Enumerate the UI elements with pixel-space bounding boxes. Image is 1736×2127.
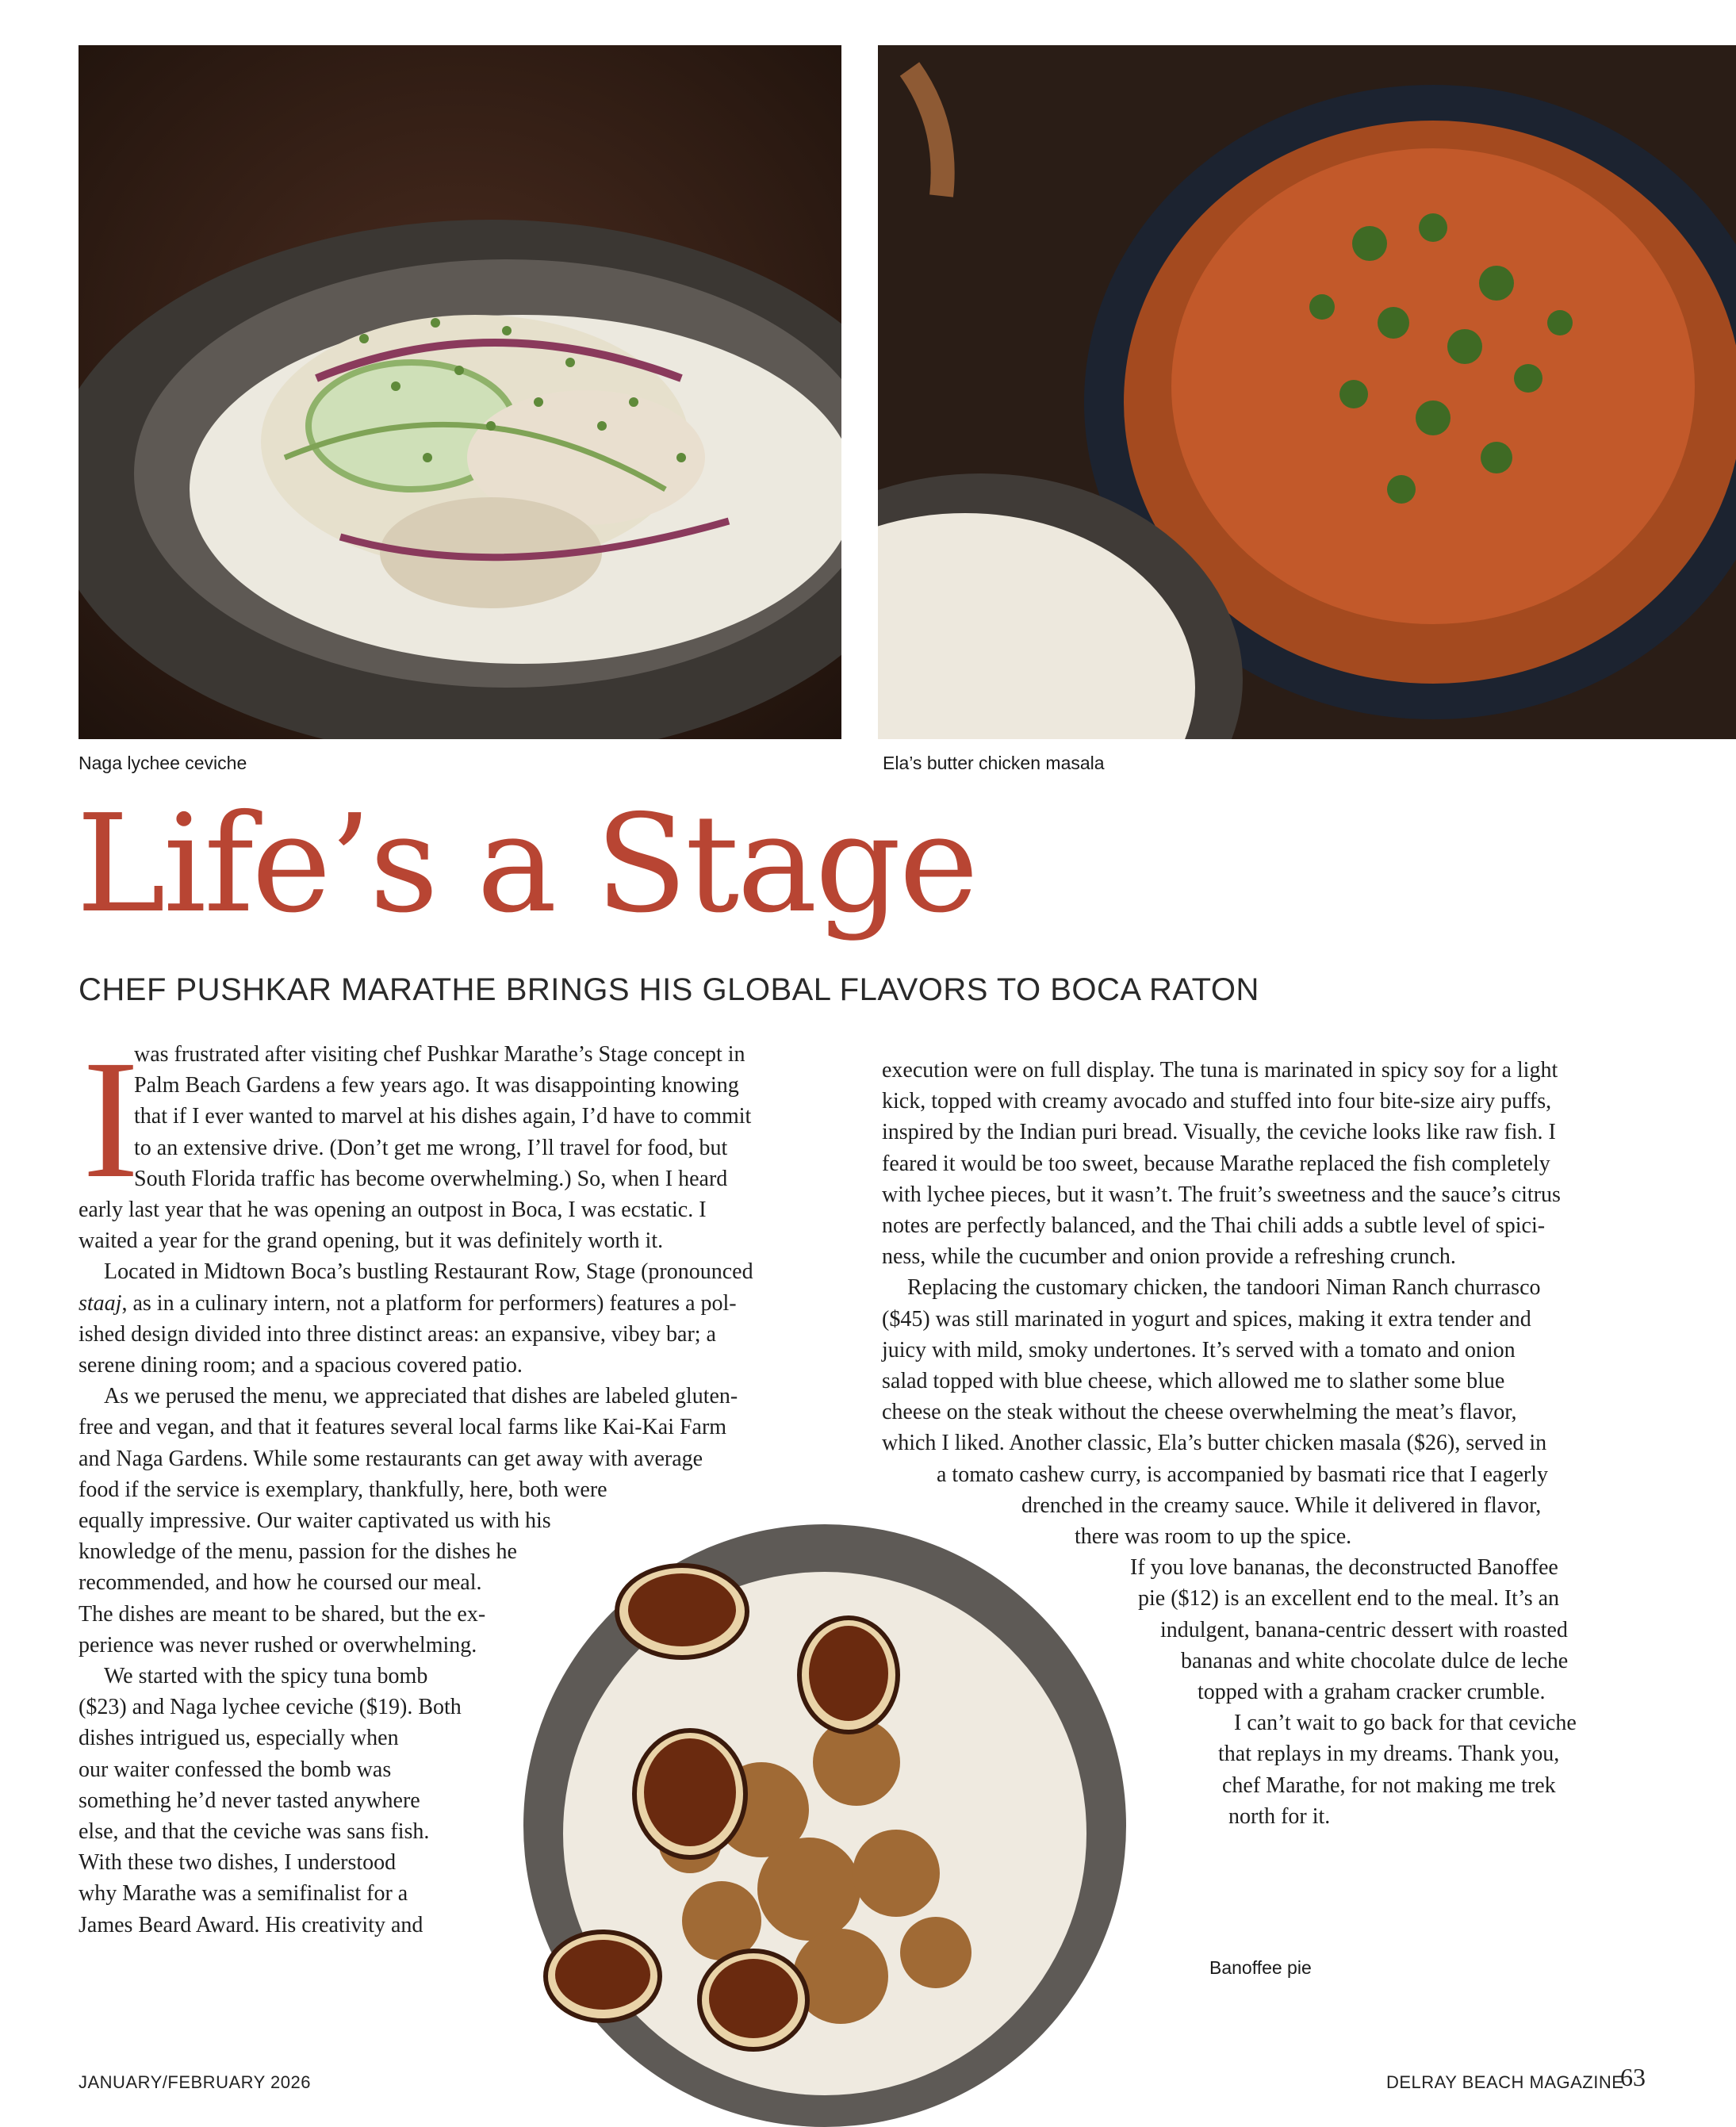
butter-chicken-image: [878, 45, 1736, 739]
body-line: ished design divided into three distinct areas: an expansive, vibey bar; a: [79, 1321, 716, 1347]
body-line: With these two dishes, I understood: [79, 1850, 397, 1876]
body-line: perience was never rushed or overwhelming.: [79, 1632, 477, 1658]
body-line: cheese on the steak without the cheese overwhelming the meat’s flavor,: [882, 1400, 1517, 1425]
body-line: else, and that the ceviche was sans fish.: [79, 1819, 430, 1845]
body-line: ($45) was still marinated in yogurt and spices, making it extra tender and: [882, 1306, 1531, 1332]
body-line: knowledge of the menu, passion for the dishes he: [79, 1539, 517, 1565]
body-line: that replays in my dreams. Thank you,: [1218, 1742, 1560, 1767]
body-column-left: [79, 1039, 840, 1941]
body-line: north for it.: [1228, 1803, 1331, 1829]
body-line: inspired by the Indian puri bread. Visually, the ceviche looks like raw fish. I: [882, 1120, 1556, 1145]
page-number: 63: [1620, 2063, 1646, 2091]
body-line: to an extensive drive. (Don’t get me wrong, I’ll travel for food, but: [134, 1135, 728, 1160]
body-line: chef Marathe, for not making me trek: [1222, 1772, 1556, 1798]
body-line: bananas and white chocolate dulce de leche: [1181, 1648, 1569, 1673]
body-line: As we perused the menu, we appreciated that dishes are labeled gluten-: [104, 1384, 738, 1409]
body-line: staaj, as in a culinary intern, not a platform for performers) features a pol-: [79, 1290, 737, 1316]
body-line: Replacing the customary chicken, the tandoori Niman Ranch churrasco: [907, 1275, 1541, 1301]
body-line: food if the service is exemplary, thankfully, here, both were: [79, 1477, 607, 1502]
butter-chicken-caption: Ela’s butter chicken masala: [883, 753, 1105, 773]
body-line: ness, while the cucumber and onion provide a refreshing crunch.: [882, 1244, 1456, 1270]
body-line: recommended, and how he coursed our meal.: [79, 1570, 482, 1596]
body-line: drenched in the creamy sauce. While it delivered in flavor,: [1021, 1493, 1542, 1518]
ceviche-caption: Naga lychee ceviche: [79, 753, 247, 773]
body-line: waited a year for the grand opening, but it was definitely worth it.: [79, 1228, 664, 1254]
body-line: equally impressive. Our waiter captivated us with his: [79, 1508, 551, 1534]
body-line: I can’t wait to go back for that ceviche: [1234, 1711, 1577, 1736]
body-line: Palm Beach Gardens a few years ago. It was disappointing knowing: [134, 1073, 739, 1098]
ceviche-image: [79, 45, 841, 739]
body-line: South Florida traffic has become overwhelming.) So, when I heard: [134, 1166, 728, 1191]
body-line: serene dining room; and a spacious covered patio.: [79, 1353, 523, 1378]
body-line: our waiter confessed the bomb was: [79, 1757, 392, 1782]
body-line: there was room to up the spice.: [1075, 1524, 1352, 1550]
body-line: that if I ever wanted to marvel at his dishes again, I’d have to commit: [134, 1104, 752, 1129]
butter-chicken-photo: [878, 45, 1736, 739]
article-headline: Life’s a Stage: [76, 786, 977, 943]
body-line: early last year that he was opening an outpost in Boca, I was ecstatic. I: [79, 1198, 707, 1223]
body-line: and Naga Gardens. While some restaurants can get away with average: [79, 1446, 703, 1471]
body-line: kick, topped with creamy avocado and stuffed into four bite-size airy puffs,: [882, 1089, 1552, 1114]
body-line: ($23) and Naga lychee ceviche ($19). Both: [79, 1695, 462, 1720]
body-line: We started with the spicy tuna bomb: [104, 1664, 428, 1689]
body-line: pie ($12) is an excellent end to the meal. It’s an: [1138, 1586, 1560, 1612]
body-line: with lychee pieces, but it wasn’t. The fruit’s sweetness and the sauce’s citrus: [882, 1182, 1561, 1207]
ceviche-photo: [79, 45, 841, 739]
body-line: which I liked. Another classic, Ela’s butter chicken masala ($26), served in: [882, 1431, 1547, 1456]
body-line: something he’d never tasted anywhere: [79, 1788, 420, 1813]
body-line: salad topped with blue cheese, which allowed me to slather some blue: [882, 1369, 1505, 1394]
body-line: indulgent, banana-centric dessert with roasted: [1160, 1617, 1568, 1642]
body-line: The dishes are meant to be shared, but the ex-: [79, 1601, 486, 1627]
body-line: feared it would be too sweet, because Marathe replaced the fish completely: [882, 1151, 1550, 1176]
magazine-name: DELRAY BEACH MAGAZINE: [1386, 2072, 1624, 2092]
body-line: topped with a graham cracker crumble.: [1198, 1680, 1546, 1705]
article-dek: CHEF PUSHKAR MARATHE BRINGS HIS GLOBAL FLAVORS TO BOCA RATON: [79, 972, 1259, 1007]
body-line: free and vegan, and that it features several local farms like Kai-Kai Farm: [79, 1415, 727, 1440]
body-line: If you love bananas, the deconstructed Banoffee: [1130, 1555, 1558, 1581]
body-line: a tomato cashew curry, is accompanied by basmati rice that I eagerly: [937, 1462, 1548, 1487]
body-line: dishes intrigued us, especially when: [79, 1726, 399, 1751]
body-line: execution were on full display. The tuna is marinated in spicy soy for a light: [882, 1058, 1558, 1083]
body-line: James Beard Award. His creativity and: [79, 1912, 423, 1937]
issue-date: JANUARY/FEBRUARY 2026: [79, 2072, 311, 2092]
body-line: why Marathe was a semifinalist for a: [79, 1881, 408, 1907]
body-column-right: [882, 1055, 1643, 1832]
body-line: Located in Midtown Boca’s bustling Restaurant Row, Stage (pronounced: [104, 1259, 753, 1285]
body-line: was frustrated after visiting chef Pushkar Marathe’s Stage concept in: [134, 1042, 745, 1067]
banoffee-caption: Banoffee pie: [1209, 1957, 1312, 1978]
body-line: notes are perfectly balanced, and the Thai chili adds a subtle level of spici-: [882, 1213, 1546, 1239]
body-line: juicy with mild, smoky undertones. It’s served with a tomato and onion: [882, 1337, 1516, 1362]
drop-cap: I: [82, 1025, 140, 1213]
